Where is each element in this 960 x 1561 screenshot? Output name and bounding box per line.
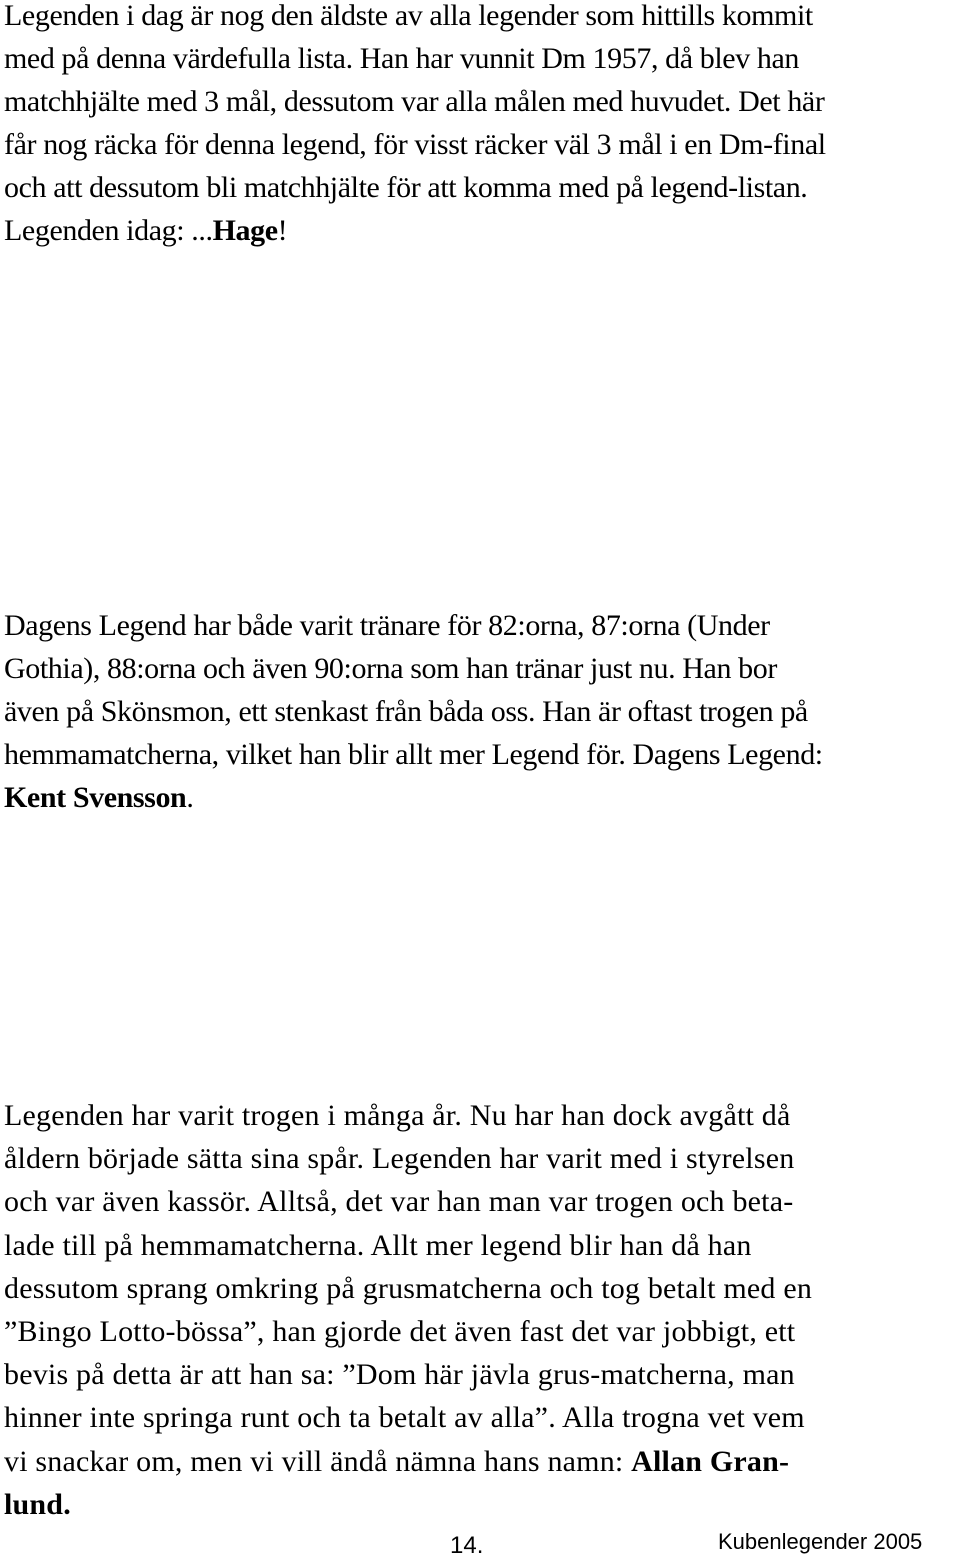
text-line: ”Bingo Lotto-bössa”, han gjorde det även fast det var jobbigt, ett — [4, 1314, 796, 1348]
text-line: får nog räcka för denna legend, för visst räcker väl 3 mål i en Dm-final — [4, 128, 826, 161]
text-line: Legenden har varit trogen i många år. Nu har han dock avgått då — [4, 1099, 791, 1132]
text-line: Legenden i dag är nog den äldste av alla legender som hittills kommit — [4, 0, 813, 32]
page-number: 14. — [450, 1532, 484, 1559]
text-line: lade till på hemmamatcherna. Allt mer legend blir han då han — [4, 1228, 752, 1262]
text-fragment: . — [186, 781, 194, 814]
legend-name-kent-svensson: Kent Svensson — [4, 781, 187, 814]
paragraph-allan-granlund — [4, 1094, 812, 1526]
text-line: hinner inte springa runt och ta betalt av alla”. Alla trogna vet vem — [4, 1401, 805, 1435]
text-line: dessutom sprang omkring på grusmatcherna och tog betalt med en — [4, 1271, 813, 1305]
legend-name-hage: Hage — [212, 214, 278, 247]
text-line: matchhjälte med 3 mål, dessutom var alla målen med huvudet. Det här — [4, 85, 825, 118]
text-line: även på Skönsmon, ett stenkast från båda oss. Han är oftast trogen på — [4, 695, 808, 728]
text-line: Gothia), 88:orna och även 90:orna som han tränar just nu. Han bor — [4, 652, 777, 685]
text-line: bevis på detta är att han sa: ”Dom här jävla grus-matcherna, man — [4, 1358, 795, 1392]
publication-title: Kubenlegender 2005 — [718, 1529, 923, 1554]
legend-name-allan-granlund: Allan Gran- — [631, 1444, 790, 1478]
text-line — [4, 209, 826, 252]
text-line: och att dessutom bli matchhjälte för att komma med på legend-listan. — [4, 171, 808, 204]
text-line: åldern började sätta sina spår. Legenden har varit med i styrelsen — [4, 1142, 795, 1176]
text-line: och var även kassör. Alltså, det var han man var trogen och beta- — [4, 1185, 794, 1219]
text-line: hemmamatcherna, vilket han blir allt mer Legend för. Dagens Legend: — [4, 738, 823, 771]
text-line: Dagens Legend har både varit tränare för 82:orna, 87:orna (Under — [4, 609, 770, 642]
paragraph-hage — [4, 0, 826, 252]
text-line: med på denna värdefulla lista. Han har vunnit Dm 1957, då blev han — [4, 42, 800, 75]
text-fragment: vi snackar om, men vi vill ändå nämna hans namn: — [4, 1444, 632, 1478]
text-line — [4, 776, 823, 819]
paragraph-kent-svensson — [4, 604, 823, 819]
text-line — [4, 1440, 812, 1483]
text-fragment: ! — [277, 214, 288, 247]
text-fragment: Legenden idag: ... — [4, 214, 213, 247]
legend-name-continuation: lund. — [4, 1487, 71, 1521]
